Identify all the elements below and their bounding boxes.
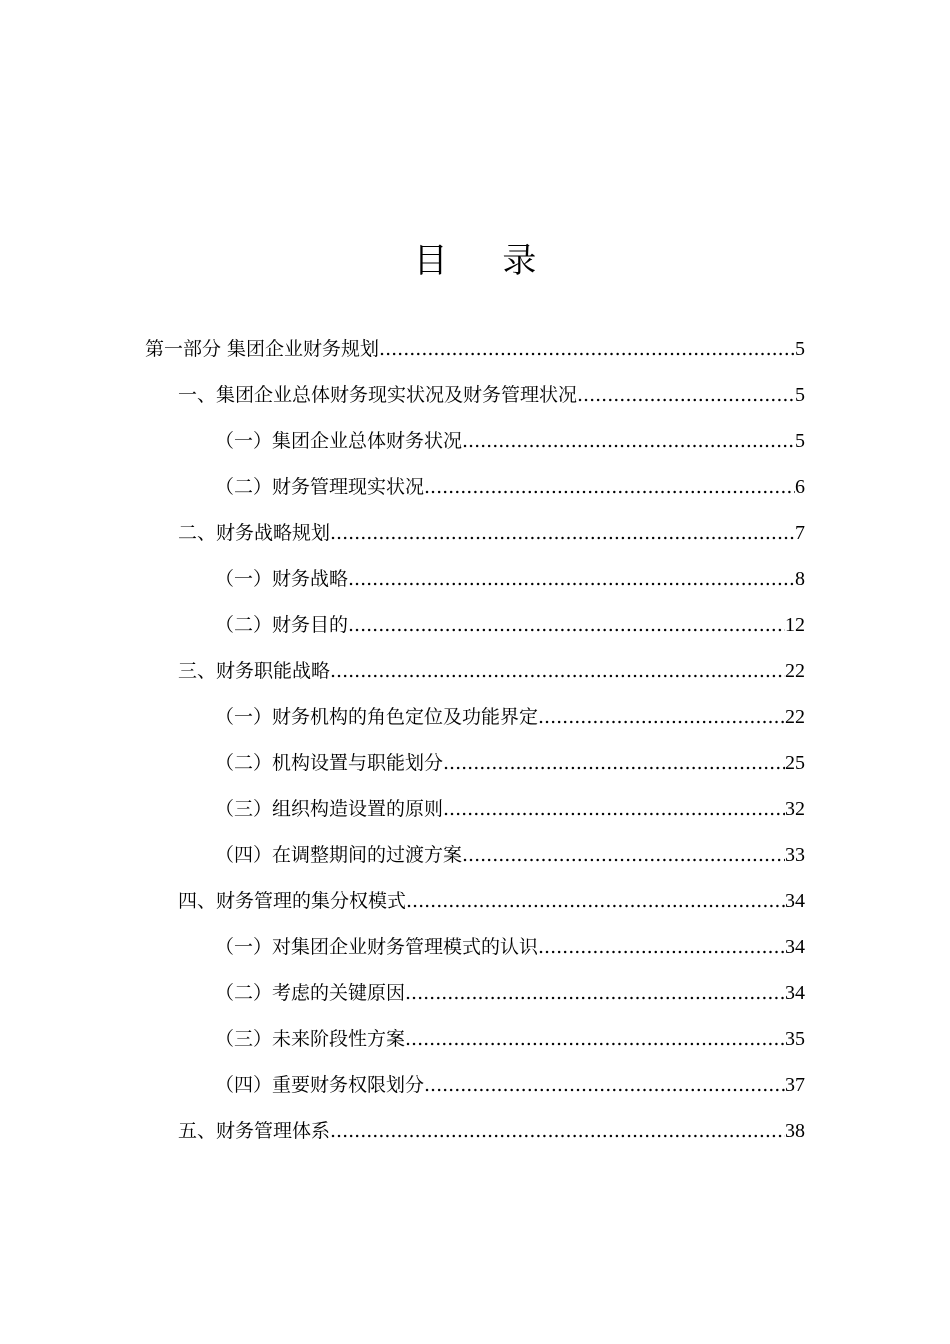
toc-entry-label: 一、集团企业总体财务现实状况及财务管理状况	[178, 384, 578, 406]
toc-entry-page-number: 22	[785, 706, 805, 728]
toc-entry-label: 第一部分 集团企业财务规划	[145, 338, 380, 360]
toc-entry-page-number: 8	[795, 568, 805, 590]
toc-entry-label: （三）组织构造设置的原则	[215, 798, 444, 820]
toc-entry-label: （四）重要财务权限划分	[215, 1074, 425, 1096]
toc-dot-leader	[424, 1070, 785, 1100]
toc-entry[interactable]	[215, 564, 805, 594]
toc-entry[interactable]	[215, 610, 805, 640]
toc-dot-leader	[348, 610, 785, 640]
toc-entry-label: （一）财务战略	[215, 568, 349, 590]
toc-dot-leader	[379, 334, 795, 364]
toc-entry[interactable]	[215, 702, 805, 732]
toc-dot-leader	[330, 518, 795, 548]
toc-dot-leader	[424, 472, 795, 502]
toc-entry[interactable]	[178, 380, 805, 410]
toc-entry-label: 四、财务管理的集分权模式	[178, 890, 407, 912]
toc-dot-leader	[330, 656, 785, 686]
toc-entry-page-number: 38	[785, 1120, 805, 1142]
toc-entry-label: 二、财务战略规划	[178, 522, 331, 544]
toc-dot-leader	[538, 702, 785, 732]
toc-entry[interactable]	[215, 932, 805, 962]
toc-entry-page-number: 25	[785, 752, 805, 774]
toc-entry-page-number: 5	[795, 430, 805, 452]
toc-entry[interactable]	[215, 978, 805, 1008]
toc-entry-label: （二）机构设置与职能划分	[215, 752, 444, 774]
toc-entry[interactable]	[215, 1024, 805, 1054]
toc-dot-leader	[405, 978, 785, 1008]
toc-entry[interactable]	[215, 472, 805, 502]
toc-entry-label: 三、财务职能战略	[178, 660, 331, 682]
toc-entry-page-number: 34	[785, 982, 805, 1004]
toc-entry-label: （一）对集团企业财务管理模式的认识	[215, 936, 539, 958]
toc-entry-label: （一）财务机构的角色定位及功能界定	[215, 706, 539, 728]
toc-entry-page-number: 6	[795, 476, 805, 498]
toc-entry-label: （二）考虑的关键原因	[215, 982, 406, 1004]
toc-entry[interactable]	[215, 1070, 805, 1100]
toc-entry-page-number: 37	[785, 1074, 805, 1096]
toc-entry-label: （三）未来阶段性方案	[215, 1028, 406, 1050]
toc-entry[interactable]	[178, 518, 805, 548]
toc-entry[interactable]	[215, 748, 805, 778]
toc-dot-leader	[538, 932, 785, 962]
toc-dot-leader	[443, 794, 785, 824]
toc-entry-label: （二）财务目的	[215, 614, 349, 636]
toc-entry-page-number: 12	[785, 614, 805, 636]
toc-entry-page-number: 34	[785, 936, 805, 958]
toc-entry[interactable]	[178, 656, 805, 686]
toc-dot-leader	[406, 886, 785, 916]
toc-entry[interactable]	[215, 426, 805, 456]
toc-dot-leader	[405, 1024, 785, 1054]
toc-entry-page-number: 35	[785, 1028, 805, 1050]
toc-entry-page-number: 33	[785, 844, 805, 866]
toc-entry-page-number: 34	[785, 890, 805, 912]
toc-entry[interactable]	[215, 794, 805, 824]
toc-entry-page-number: 22	[785, 660, 805, 682]
toc-entry[interactable]	[145, 334, 805, 364]
toc-entry[interactable]	[215, 840, 805, 870]
toc-entry[interactable]	[178, 1116, 805, 1146]
toc-entry-page-number: 7	[795, 522, 805, 544]
toc-entry-label: （二）财务管理现实状况	[215, 476, 425, 498]
toc-entry-page-number: 32	[785, 798, 805, 820]
toc-title: 目 录	[413, 241, 559, 281]
toc-entry[interactable]	[178, 886, 805, 916]
toc-dot-leader	[443, 748, 785, 778]
toc-dot-leader	[462, 840, 785, 870]
toc-dot-leader	[577, 380, 795, 410]
toc-entry-label: （一）集团企业总体财务状况	[215, 430, 463, 452]
toc-dot-leader	[330, 1116, 785, 1146]
toc-entry-page-number: 5	[795, 384, 805, 406]
toc-dot-leader	[462, 426, 795, 456]
toc-dot-leader	[348, 564, 795, 594]
toc-entry-label: 五、财务管理体系	[178, 1120, 331, 1142]
toc-entry-label: （四）在调整期间的过渡方案	[215, 844, 463, 866]
toc-entry-page-number: 5	[795, 338, 805, 360]
